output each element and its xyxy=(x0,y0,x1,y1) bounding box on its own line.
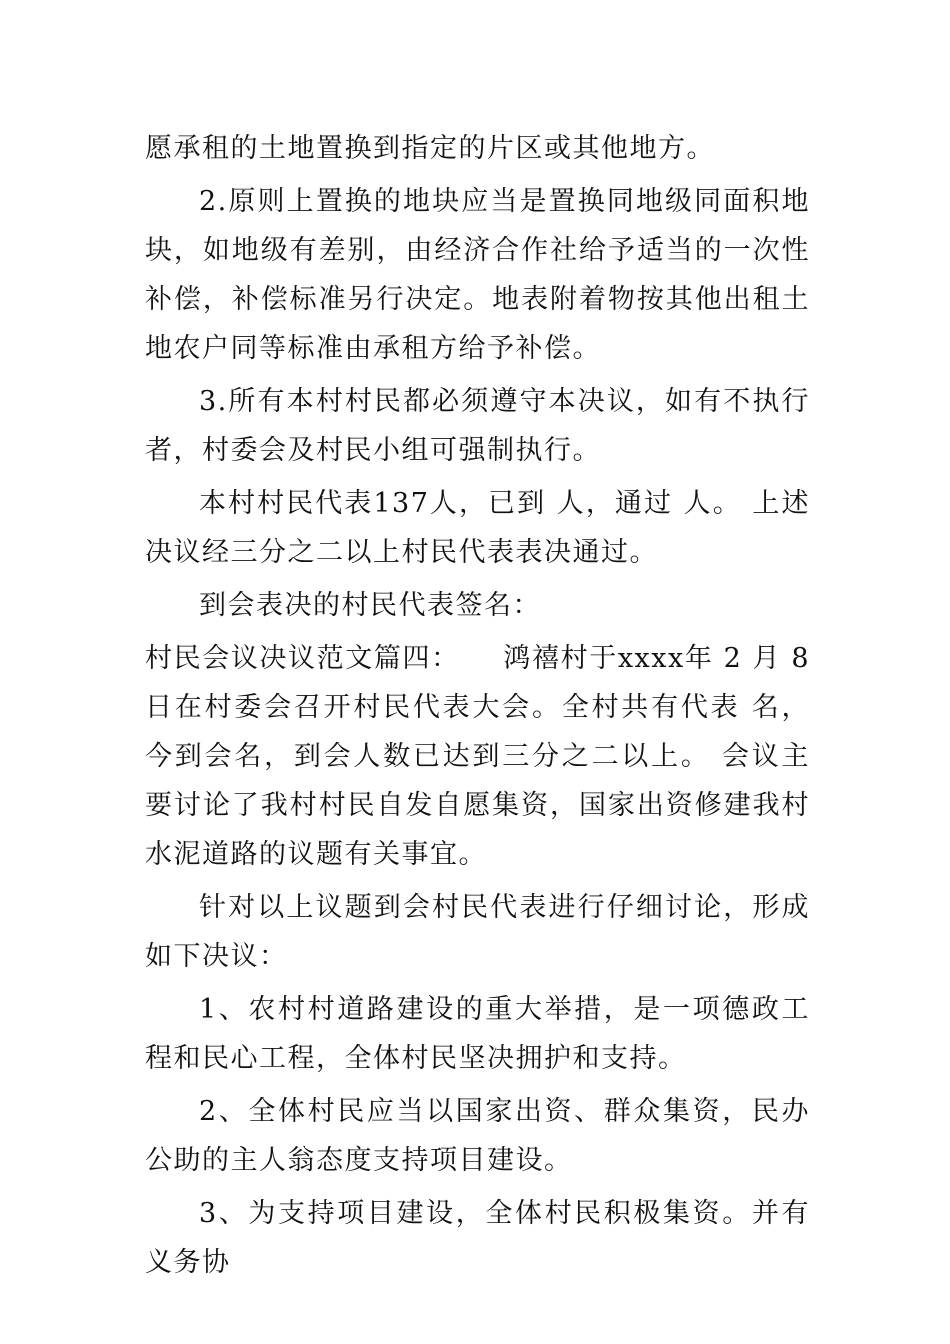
paragraph-8: 1、农村村道路建设的重大举措，是一项德政工程和民心工程，全体村民坚决拥护和支持。 xyxy=(145,994,810,1074)
paragraph-6: 村民会议决议范文篇四： 鸿禧村于xxxx年 2 月 8 日在村委会召开村民代表大会。全村共有代表 名，今到会名，到会人数已达到三分之二以上。 会议主要讨论了我村村民自发自愿集资，国家出资修建我村水泥道路的议题有关事宜。 xyxy=(145,643,810,870)
paragraph-1: 愿承租的土地置换到指定的片区或其他地方。 xyxy=(145,133,715,164)
paragraph-4: 本村村民代表137人，已到 人，通过 人。 上述决议经三分之二以上村民代表表决通过。 xyxy=(145,488,810,568)
paragraph-3: 3.所有本村村民都必须遵守本决议，如有不执行者，村委会及村民小组可强制执行。 xyxy=(145,386,810,466)
paragraph-7: 针对以上议题到会村民代表进行仔细讨论，形成如下决议： xyxy=(145,892,810,972)
paragraph-9: 2、全体村民应当以国家出资、群众集资，民办公助的主人翁态度支持项目建设。 xyxy=(145,1096,810,1176)
paragraph-10: 3、为支持项目建设，全体村民积极集资。并有义务协 xyxy=(145,1198,810,1278)
paragraph-2: 2.原则上置换的地块应当是置换同地级同面积地块，如地级有差别，由经济合作社给予适当的一次性补偿，补偿标准另行决定。地表附着物按其他出租土地农户同等标准由承租方给予补偿。 xyxy=(145,186,810,364)
paragraph-5: 到会表决的村民代表签名： xyxy=(199,590,541,621)
document-body xyxy=(145,124,810,1291)
